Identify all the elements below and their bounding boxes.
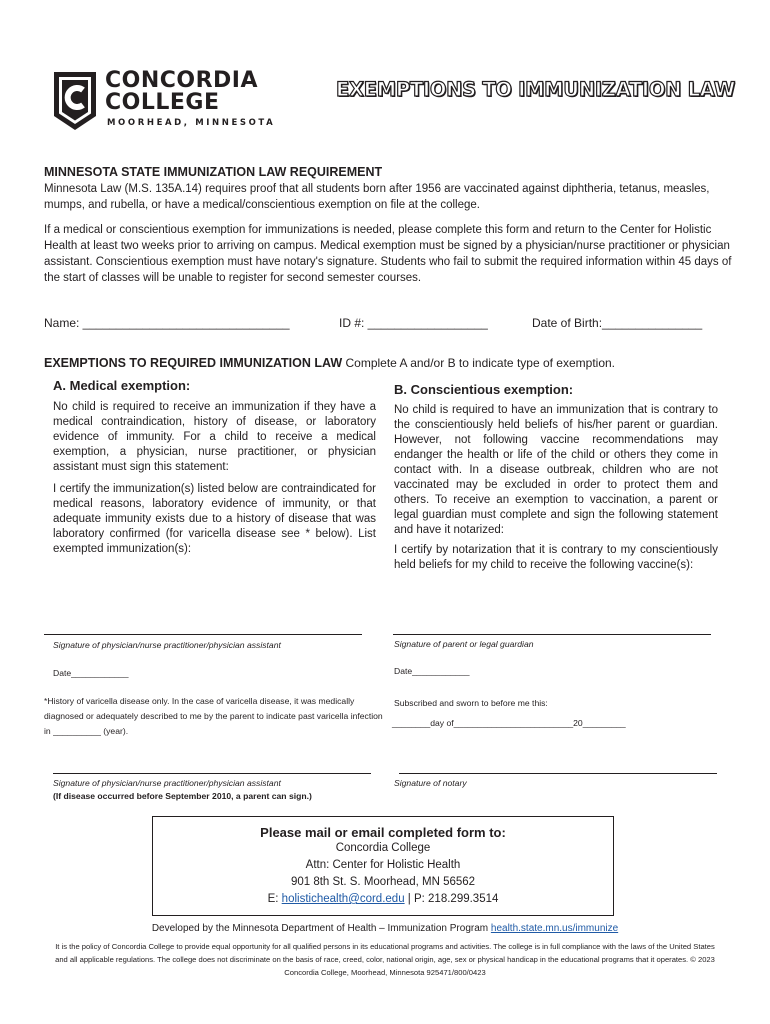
logo-wordmark bbox=[105, 70, 258, 114]
college-logo bbox=[50, 68, 276, 134]
email-link[interactable]: holistichealth@cord.edu bbox=[281, 893, 405, 905]
mail-attn: Attn: Center for Holistic Health bbox=[305, 859, 461, 871]
medical-paragraph-1: No child is required to receive an immunization if they have a medical contraindication, history of disease, or laboratory evidence of immunity. For a child to receive a medical exemption, a physician, nurse practitioner, or physician assistant must sign this statement: bbox=[53, 401, 376, 473]
exemptions-instruction: Complete A and/or B to indicate type of exemption. bbox=[345, 356, 615, 370]
requirement-paragraph-2: If a medical or conscientious exemption for immunizations is needed, please complete this form and return to the Center for Holistic Health at least two weeks prior to arriving on campus. Medical exemption must be signed by a physician/nurse practitioner or physician assistant. Conscientious exemption must have notary's signature. Students who fail to submit the required information within 45 days of the start of classes will be unable to register for second semester courses. bbox=[44, 224, 732, 284]
physician-signature-line-2[interactable] bbox=[53, 773, 371, 774]
id-field[interactable]: ID #: __________________ bbox=[339, 316, 488, 330]
mail-heading: Please mail or email completed form to: bbox=[260, 825, 506, 840]
conscientious-paragraph-2: I certify by notarization that it is contrary to my conscientiously held beliefs for my child to receive the following vaccine(s): bbox=[394, 544, 718, 571]
logo-line-2: COLLEGE bbox=[105, 90, 220, 115]
physician-signature-line[interactable] bbox=[44, 634, 362, 635]
medical-exemption-heading: A. Medical exemption: bbox=[53, 378, 191, 393]
notary-signature-caption: Signature of notary bbox=[394, 778, 467, 788]
developed-by bbox=[0, 923, 770, 934]
page-title: EXEMPTIONS TO IMMUNIZATION LAW bbox=[336, 78, 735, 101]
immunize-link[interactable]: health.state.mn.us/immunize bbox=[490, 923, 619, 934]
mail-address: 901 8th St. S. Moorhead, MN 56562 bbox=[290, 876, 476, 888]
policy-statement: It is the policy of Concordia College to provide equal opportunity for all qualified persons in its educational programs and activities. The college is in full compliance with the laws of the United States and all applicable regulations. The college does not discriminate on the basis of race, creed, color, national origin, age, sex or physical handicap in the educational programs that it operates. © 2023 Concordia College, Moorhead, Minnesota 925471/800/0423 bbox=[55, 942, 715, 977]
logo-line-1: CONCORDIA bbox=[105, 68, 259, 93]
name-field[interactable]: Name: _______________________________ bbox=[44, 316, 290, 330]
mail-instructions-box bbox=[152, 816, 614, 916]
developed-by-text: Developed by the Minnesota Department of Health – Immunization Program bbox=[151, 923, 489, 934]
physician-signature-caption: Signature of physician/nurse practitioner/physician assistant bbox=[53, 640, 281, 650]
notary-signature-line[interactable] bbox=[399, 773, 717, 774]
guardian-signature-caption: Signature of parent or legal guardian bbox=[394, 639, 534, 649]
medical-date-field[interactable]: Date____________ bbox=[53, 668, 129, 678]
notary-date-line[interactable]: ________day of_________________________20_________ bbox=[392, 718, 626, 728]
physician-signature-caption-2: Signature of physician/nurse practitioner/physician assistant bbox=[53, 778, 281, 788]
guardian-signature-line[interactable] bbox=[393, 634, 711, 635]
conscientious-date-field[interactable]: Date____________ bbox=[394, 666, 470, 676]
exemptions-heading-row bbox=[44, 356, 615, 370]
medical-paragraph-2: I certify the immunization(s) listed below are contraindicated for medical reasons, laboratory evidence of immunity, or that adequate immunity exists due to a history of disease that was laboratory confirmed (for varicella disease see * below). List exempted immunization(s): bbox=[53, 483, 376, 555]
sworn-statement: Subscribed and sworn to before me this: bbox=[394, 698, 548, 708]
mail-contact bbox=[153, 891, 613, 908]
email-label: E: bbox=[267, 893, 279, 905]
conscientious-exemption-heading: B. Conscientious exemption: bbox=[394, 382, 574, 397]
shield-c-icon bbox=[52, 70, 98, 132]
requirement-paragraph-1: Minnesota Law (M.S. 135A.14) requires proof that all students born after 1956 are vaccinated against diphtheria, tetanus, measles, mumps, and rubella, or have a medical/conscientious exemption on file at the college. bbox=[44, 183, 710, 211]
exemptions-heading: EXEMPTIONS TO REQUIRED IMMUNIZATION LAW bbox=[44, 356, 343, 370]
phone-number: | P: 218.299.3514 bbox=[407, 893, 499, 905]
requirement-heading: MINNESOTA STATE IMMUNIZATION LAW REQUIREMENT bbox=[44, 165, 383, 179]
parent-sign-note: (If disease occurred before September 2010, a parent can sign.) bbox=[53, 791, 312, 801]
mail-org: Concordia College bbox=[335, 842, 431, 854]
varicella-note: *History of varicella disease only. In the case of varicella disease, it was medically diagnosed or adequately described to me by the parent to indicate past varicella infection in __________ (year). bbox=[44, 696, 383, 736]
logo-subtitle: MOORHEAD, MINNESOTA bbox=[107, 118, 276, 128]
dob-field[interactable]: Date of Birth:_______________ bbox=[532, 316, 703, 330]
conscientious-paragraph-1: No child is required to have an immunization that is contrary to the conscientiously held beliefs of his/her parent or guardian. However, not following vaccine recommendations may endanger the health or life of the child or others they come in contact with. In a disease outbreak, children who are not vaccinated may be excluded in order to protect them and others. To receive an exemption to vaccination, a parent or legal guardian must complete and sign the following statement and have it notarized: bbox=[394, 404, 718, 536]
